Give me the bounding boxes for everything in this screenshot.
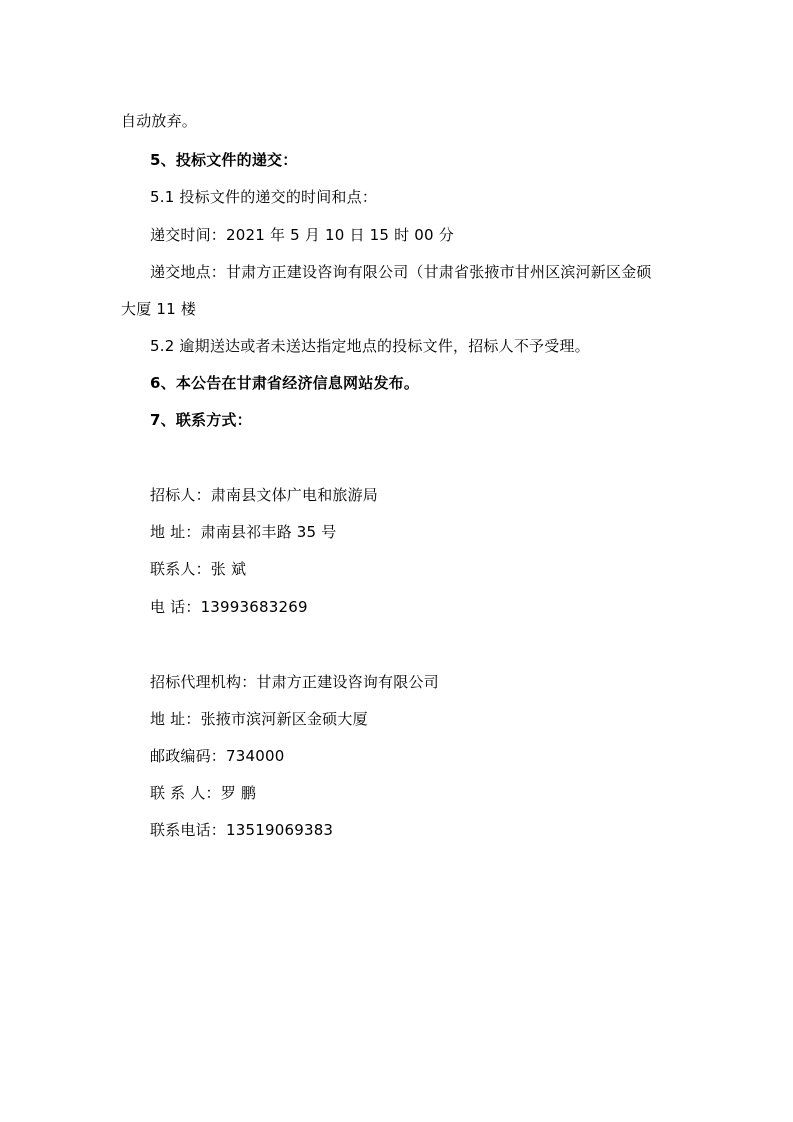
submit-place: 递交地点：甘肃方正建设咨询有限公司（甘肃省张掖市甘州区滨河新区金硕	[150, 263, 652, 281]
section-heading-6: 6、本公告在甘肃省经济信息网站发布。	[150, 374, 420, 392]
agency-address: 地 址：张掖市滨河新区金硕大厦	[150, 710, 368, 728]
agency-postcode: 邮政编码：734000	[150, 747, 285, 765]
tenderer-phone: 电 话：13993683269	[150, 598, 308, 616]
agency-phone: 联系电话：13519069383	[150, 821, 334, 839]
agency-contact: 联 系 人：罗 鹏	[150, 784, 257, 802]
paragraph-text: 自动放弃。	[121, 112, 198, 130]
submit-time: 递交时间：2021 年 5 月 10 日 15 时 00 分	[150, 226, 454, 244]
subsection-5-1: 5.1 投标文件的递交的时间和点：	[150, 188, 378, 206]
section-heading-5: 5、投标文件的递交：	[150, 151, 298, 169]
subsection-5-2: 5.2 逾期送达或者未送达指定地点的投标文件，招标人不予受理。	[150, 337, 590, 355]
agency-name: 招标代理机构：甘肃方正建设咨询有限公司	[150, 673, 439, 691]
tenderer-address: 地 址：肃南县祁丰路 35 号	[150, 523, 337, 541]
tenderer-name: 招标人：肃南县文体广电和旅游局	[150, 486, 379, 504]
section-heading-7: 7、联系方式：	[150, 411, 252, 429]
tenderer-contact: 联系人：张 斌	[150, 560, 247, 578]
submit-place-continued: 大厦 11 楼	[121, 300, 197, 318]
